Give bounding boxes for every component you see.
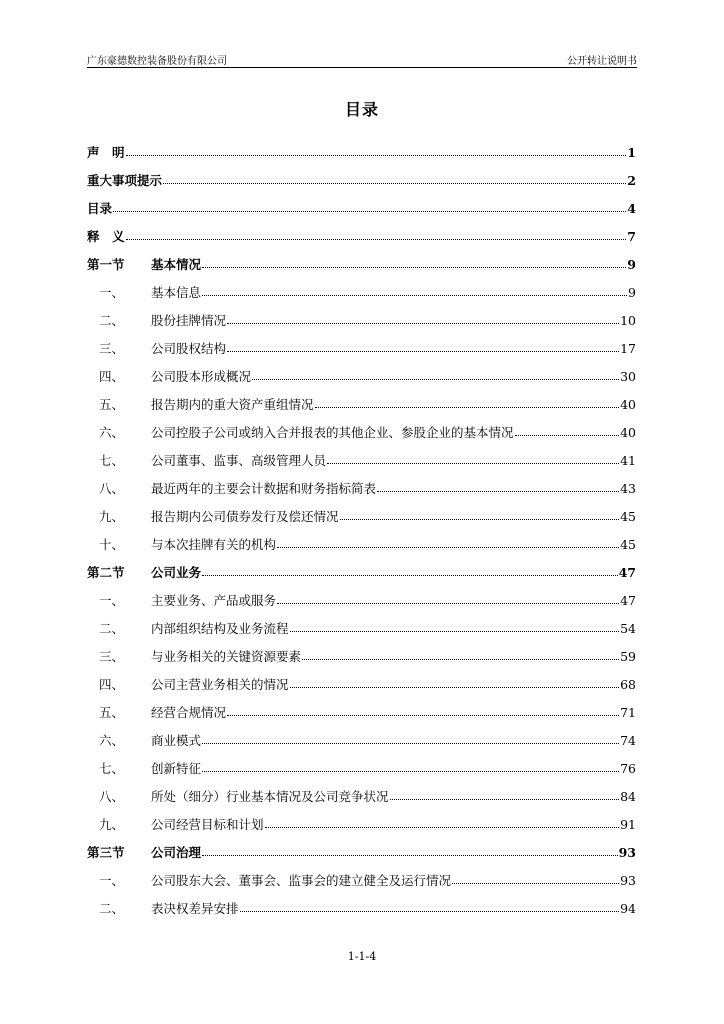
toc-entry-label: 与业务相关的关键资源要素: [151, 649, 302, 664]
dot-leader: [227, 323, 619, 324]
toc-entry-page: 45: [620, 508, 636, 524]
dot-leader: [202, 855, 618, 856]
dot-leader: [227, 715, 619, 716]
toc-entry-page: 84: [620, 788, 636, 804]
document-type: 公开转让说明书: [567, 56, 637, 67]
dot-leader: [163, 183, 626, 184]
toc-entry-page: 93: [618, 844, 636, 860]
toc-entry[interactable]: [87, 306, 636, 334]
toc-entry-label: 声 明: [87, 145, 125, 160]
dot-leader: [240, 911, 620, 912]
toc-entry[interactable]: [87, 166, 636, 194]
toc-entry-label: 公司业务: [151, 565, 202, 580]
toc-entry-page: 54: [620, 620, 636, 636]
toc-entry-label: 公司主营业务相关的情况: [151, 677, 289, 692]
toc-entry-number: 二、: [99, 901, 125, 916]
dot-leader: [277, 547, 619, 548]
toc-entry-label: 股份挂牌情况: [151, 313, 227, 328]
toc-entry[interactable]: [87, 782, 636, 810]
toc-entry[interactable]: [87, 894, 636, 922]
page-title: 目录: [344, 100, 379, 119]
toc-entry[interactable]: [87, 502, 636, 530]
dot-leader: [327, 463, 619, 464]
dot-leader: [252, 379, 619, 380]
toc-entry-label: 公司股本形成概况: [151, 369, 252, 384]
toc-entry[interactable]: [87, 838, 636, 866]
company-name: 广东豪德数控装备股份有限公司: [87, 56, 227, 67]
toc-entry-number: 九、: [99, 817, 125, 832]
toc-entry[interactable]: [87, 222, 636, 250]
toc-entry-label: 最近两年的主要会计数据和财务指标简表: [151, 481, 377, 496]
toc-entry-number: 三、: [99, 341, 125, 356]
toc-entry[interactable]: [87, 390, 636, 418]
toc-entry-number: 七、: [99, 761, 125, 776]
toc-entry[interactable]: [87, 586, 636, 614]
dot-leader: [202, 267, 626, 268]
toc-entry-label: 公司控股子公司或纳入合并报表的其他企业、参股企业的基本情况: [151, 425, 514, 440]
toc-entry-label: 公司股权结构: [151, 341, 227, 356]
toc-entry-page: 9: [627, 256, 636, 272]
dot-leader: [202, 743, 619, 744]
toc-entry-label: 公司董事、监事、高级管理人员: [151, 453, 327, 468]
dot-leader: [452, 883, 619, 884]
toc-entry[interactable]: [87, 726, 636, 754]
toc-entry-page: 47: [620, 592, 636, 608]
toc-entry-label: 主要业务、产品或服务: [151, 593, 277, 608]
toc-entry-page: 91: [620, 816, 636, 832]
toc-entry[interactable]: [87, 418, 636, 446]
toc-entry[interactable]: [87, 138, 636, 166]
dot-leader: [202, 771, 619, 772]
toc-entry-page: 40: [620, 396, 636, 412]
dot-leader: [113, 211, 626, 212]
toc-entry-page: 40: [620, 424, 636, 440]
toc-entry-label: 报告期内的重大资产重组情况: [151, 397, 314, 412]
toc-entry[interactable]: [87, 362, 636, 390]
toc-entry-number: 十、: [99, 537, 125, 552]
toc-entry-number: 一、: [99, 873, 125, 888]
toc-entry[interactable]: [87, 810, 636, 838]
toc-entry[interactable]: [87, 558, 636, 586]
toc-entry-number: 三、: [99, 649, 125, 664]
toc-entry-page: 17: [620, 340, 636, 356]
toc-entry-label: 释 义: [87, 229, 125, 244]
dot-leader: [390, 799, 620, 800]
page-header: [87, 50, 637, 68]
toc-entry-number: 第三节: [87, 845, 125, 860]
toc-entry[interactable]: [87, 614, 636, 642]
toc-entry-label: 与本次挂牌有关的机构: [151, 537, 277, 552]
dot-leader: [515, 435, 620, 436]
dot-leader: [126, 239, 627, 240]
toc-entry-number: 八、: [99, 789, 125, 804]
dot-leader: [377, 491, 619, 492]
dot-leader: [290, 687, 620, 688]
toc-entry[interactable]: [87, 446, 636, 474]
toc-entry-number: 五、: [99, 705, 125, 720]
toc-entry-page: 1: [627, 144, 636, 160]
toc-entry-label: 公司股东大会、董事会、监事会的建立健全及运行情况: [151, 873, 452, 888]
toc-entry-number: 九、: [99, 509, 125, 524]
toc-entry-number: 八、: [99, 481, 125, 496]
toc-entry[interactable]: [87, 250, 636, 278]
toc-entry-number: 四、: [99, 677, 125, 692]
page-number: 1-1-4: [347, 950, 377, 963]
toc-entry-label: 商业模式: [151, 733, 202, 748]
toc-entry-label: 基本情况: [151, 257, 202, 272]
toc-entry-page: 7: [627, 228, 636, 244]
table-of-contents: [87, 138, 636, 922]
toc-entry-page: 10: [620, 312, 636, 328]
toc-entry-page: 41: [620, 452, 636, 468]
toc-entry[interactable]: [87, 278, 636, 306]
toc-entry-label: 内部组织结构及业务流程: [151, 621, 289, 636]
dot-leader: [202, 295, 627, 296]
toc-entry-number: 五、: [99, 397, 125, 412]
toc-entry[interactable]: [87, 530, 636, 558]
toc-entry-label: 基本信息: [151, 285, 202, 300]
dot-leader: [340, 519, 620, 520]
toc-entry-label: 重大事项提示: [87, 173, 163, 188]
toc-entry-number: 四、: [99, 369, 125, 384]
toc-entry-page: 59: [620, 648, 636, 664]
toc-entry-page: 68: [620, 676, 636, 692]
toc-entry[interactable]: [87, 642, 636, 670]
toc-entry-page: 93: [620, 872, 636, 888]
dot-leader: [302, 659, 619, 660]
toc-entry[interactable]: [87, 474, 636, 502]
toc-entry[interactable]: [87, 670, 636, 698]
toc-entry[interactable]: [87, 334, 636, 362]
toc-entry-label: 报告期内公司债券发行及偿还情况: [151, 509, 339, 524]
dot-leader: [315, 407, 620, 408]
toc-entry-label: 公司治理: [151, 845, 202, 860]
toc-entry[interactable]: [87, 754, 636, 782]
toc-entry-page: 47: [618, 564, 636, 580]
toc-entry-number: 六、: [99, 733, 125, 748]
dot-leader: [290, 631, 620, 632]
dot-leader: [277, 603, 619, 604]
toc-entry-page: 2: [627, 172, 636, 188]
toc-entry-page: 94: [620, 900, 636, 916]
toc-entry-label: 经营合规情况: [151, 705, 227, 720]
toc-entry-page: 76: [620, 760, 636, 776]
toc-entry-page: 45: [620, 536, 636, 552]
toc-entry-page: 30: [620, 368, 636, 384]
dot-leader: [265, 827, 620, 828]
toc-entry-page: 71: [620, 704, 636, 720]
toc-entry-label: 公司经营目标和计划: [151, 817, 264, 832]
toc-entry-number: 二、: [99, 313, 125, 328]
toc-entry[interactable]: [87, 194, 636, 222]
dot-leader: [202, 575, 618, 576]
toc-entry-page: 43: [620, 480, 636, 496]
dot-leader: [126, 155, 627, 156]
toc-entry-number: 第二节: [87, 565, 125, 580]
toc-entry-label: 所处（细分）行业基本情况及公司竞争状况: [151, 789, 389, 804]
toc-entry[interactable]: [87, 866, 636, 894]
toc-entry-number: 七、: [99, 453, 125, 468]
toc-entry-number: 六、: [99, 425, 125, 440]
toc-entry-label: 表决权差异安排: [151, 901, 239, 916]
dot-leader: [227, 351, 619, 352]
toc-entry-page: 4: [627, 200, 636, 216]
toc-entry-number: 第一节: [87, 257, 125, 272]
toc-entry-number: 一、: [99, 593, 125, 608]
toc-entry-number: 二、: [99, 621, 125, 636]
toc-entry-page: 74: [620, 732, 636, 748]
toc-entry-number: 一、: [99, 285, 125, 300]
toc-entry-label: 目录: [87, 201, 113, 216]
toc-entry-page: 9: [628, 284, 636, 300]
toc-entry[interactable]: [87, 698, 636, 726]
toc-entry-label: 创新特征: [151, 761, 202, 776]
